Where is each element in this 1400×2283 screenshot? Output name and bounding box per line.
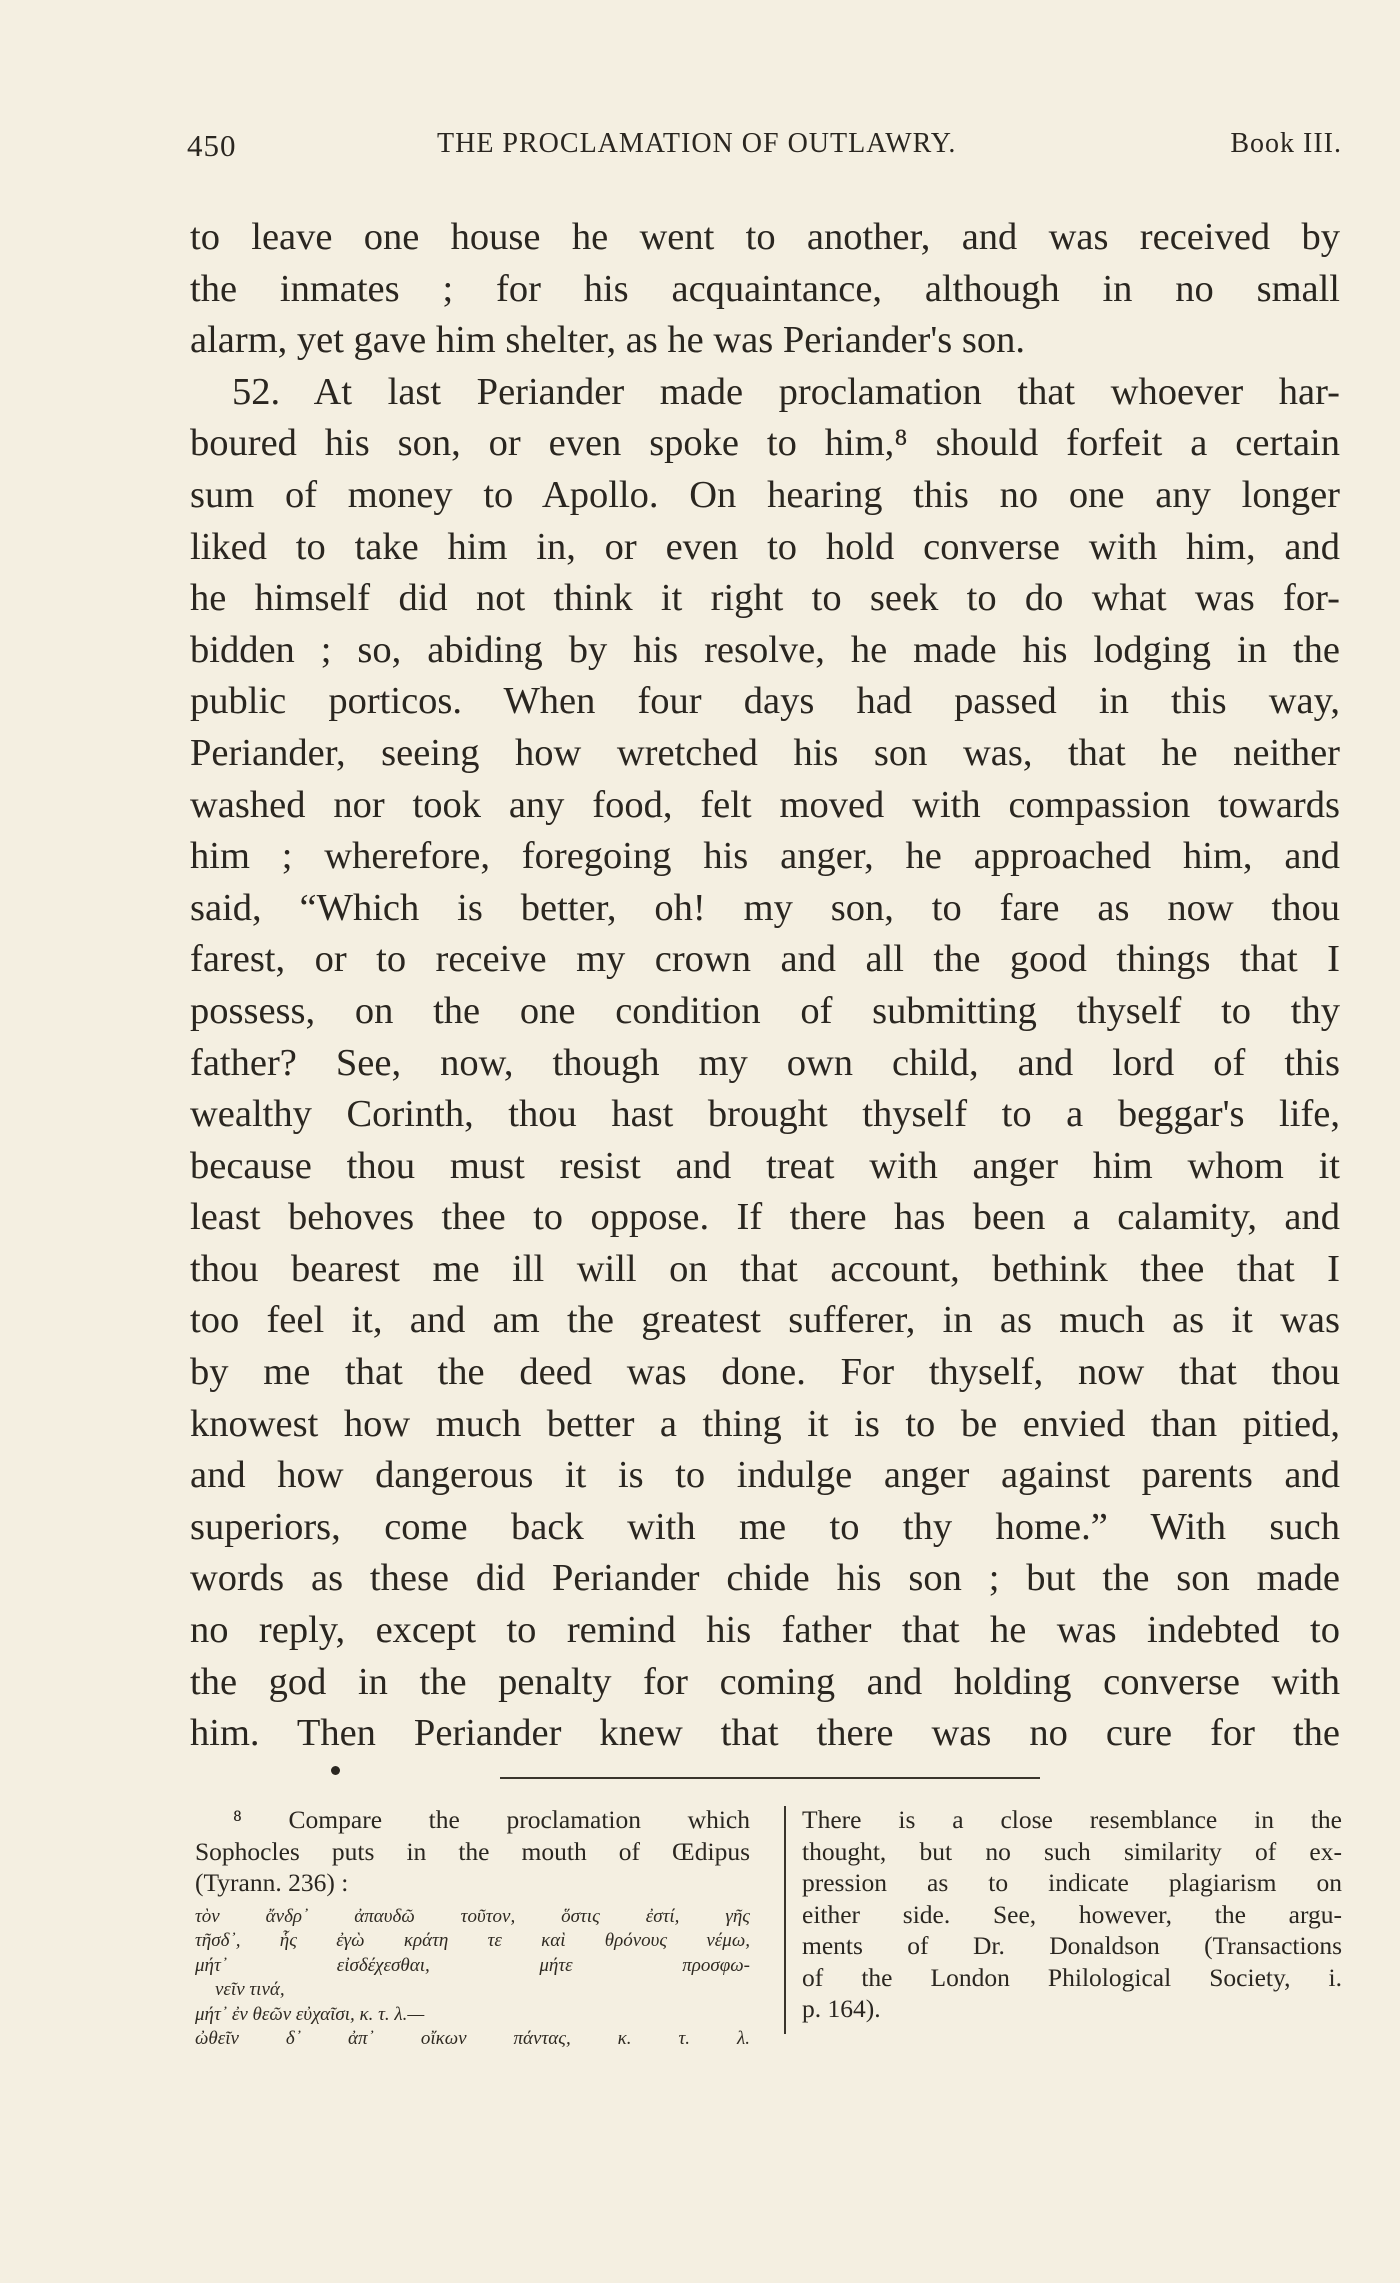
- footnote-right: [802, 1804, 1342, 2025]
- footnote-line: Sophocles puts in the mouth of Œdipus: [195, 1836, 750, 1866]
- body-line: father? See, now, though my own child, and lord of this: [190, 1041, 1340, 1084]
- body-line: by me that the deed was done. For thyself, now that thou: [190, 1351, 1340, 1394]
- footnote-rule: [500, 1777, 1040, 1779]
- body-line: sum of money to Apollo. On hearing this no one any longer: [190, 473, 1340, 516]
- body-line: he himself did not think it right to seek to do what was for-: [190, 577, 1340, 620]
- body-line: him ; wherefore, foregoing his anger, he approached him, and: [190, 835, 1340, 878]
- body-line: Periander, seeing how wretched his son was, that he neither: [190, 731, 1340, 774]
- footnote-line: p. 164).: [802, 1994, 881, 2023]
- running-title: THE PROCLAMATION OF OUTLAWRY.: [437, 128, 957, 159]
- greek-line: τῆσδ᾽, ἧς ἐγὼ κράτη τε καὶ θρόνους νέμω,: [195, 1930, 750, 1951]
- greek-line: ὠθεῖν δ᾽ ἀπ᾽ οἴκων πάντας, κ. τ. λ.: [195, 2028, 750, 2049]
- body-line: washed nor took any food, felt moved with compassion towards: [190, 783, 1340, 826]
- footnote-line: ⁸ Compare the proclamation which: [233, 1805, 750, 1834]
- greek-line: μήτ᾽ ἐν θεῶν εὐχαῖσι, κ. τ. λ.—: [195, 2003, 425, 2025]
- body-line: farest, or to receive my crown and all the good things that I: [190, 938, 1340, 981]
- greek-quotation: [195, 1905, 750, 2052]
- greek-line: τὸν ἄνδρ᾽ ἀπαυδῶ τοῦτον, ὅστις ἐστί, γῆς: [195, 1905, 750, 1927]
- body-line: 52. At last Periander made proclamation that whoever har-: [232, 370, 1340, 413]
- body-line: possess, on the one condition of submitting thyself to thy: [190, 989, 1340, 1032]
- footnote-line: There is a close resemblance in the: [802, 1805, 1342, 1834]
- footnote-line: thought, but no such similarity of ex-: [802, 1836, 1342, 1866]
- body-line: said, “Which is better, oh! my son, to fare as now thou: [190, 886, 1340, 929]
- book-label: Book III.: [1230, 128, 1342, 159]
- body-text: [190, 212, 1340, 1760]
- page-number: 450: [187, 128, 237, 163]
- body-line: knowest how much better a thing it is to be envied than pitied,: [190, 1402, 1340, 1445]
- greek-line: νεῖν τινά,: [215, 1979, 285, 2000]
- body-line: alarm, yet gave him shelter, as he was Periander's son.: [190, 319, 1026, 362]
- footnote-line: of the London Philological Society, i.: [802, 1962, 1342, 1992]
- ink-dot: [331, 1766, 340, 1775]
- footnote-left: [195, 1804, 750, 2052]
- body-line: liked to take him in, or even to hold converse with him, and: [190, 525, 1340, 568]
- body-line: the god in the penalty for coming and holding converse with: [190, 1660, 1340, 1703]
- body-line: and how dangerous it is to indulge anger against parents and: [190, 1454, 1340, 1497]
- body-line: public porticos. When four days had passed in this way,: [190, 680, 1340, 723]
- body-line: too feel it, and am the greatest sufferer, in as much as it was: [190, 1299, 1340, 1342]
- footnote-line: ments of Dr. Donaldson (Transactions: [802, 1931, 1342, 1960]
- body-line: because thou must resist and treat with anger him whom it: [190, 1144, 1340, 1187]
- footnote-line: either side. See, however, the argu-: [802, 1899, 1342, 1929]
- footnote-line: (Tyrann. 236) :: [195, 1868, 349, 1897]
- body-line: him. Then Periander knew that there was no cure for the: [190, 1712, 1340, 1755]
- body-line: superiors, come back with me to thy home.” With such: [190, 1505, 1340, 1548]
- running-head: [187, 128, 1342, 168]
- footnote-column-divider: [784, 1806, 786, 2034]
- body-line: bidden ; so, abiding by his resolve, he made his lodging in the: [190, 628, 1340, 671]
- body-line: no reply, except to remind his father that he was indebted to: [190, 1609, 1340, 1652]
- body-line: thou bearest me ill will on that account, bethink thee that I: [190, 1247, 1340, 1290]
- body-line: boured his son, or even spoke to him,⁸ should forfeit a certain: [190, 422, 1340, 465]
- body-line: wealthy Corinth, thou hast brought thyself to a beggar's life,: [190, 1093, 1340, 1136]
- body-line: the inmates ; for his acquaintance, although in no small: [190, 267, 1340, 310]
- body-line: least behoves thee to oppose. If there has been a calamity, and: [190, 1196, 1340, 1239]
- greek-line: μήτ᾽ εἰσδέχεσθαι, μήτε προσφω-: [195, 1954, 750, 1976]
- footnote-line: pression as to indicate plagiarism on: [802, 1868, 1342, 1897]
- body-line: words as these did Periander chide his son ; but the son made: [190, 1557, 1340, 1600]
- body-line: to leave one house he went to another, and was received by: [190, 216, 1340, 258]
